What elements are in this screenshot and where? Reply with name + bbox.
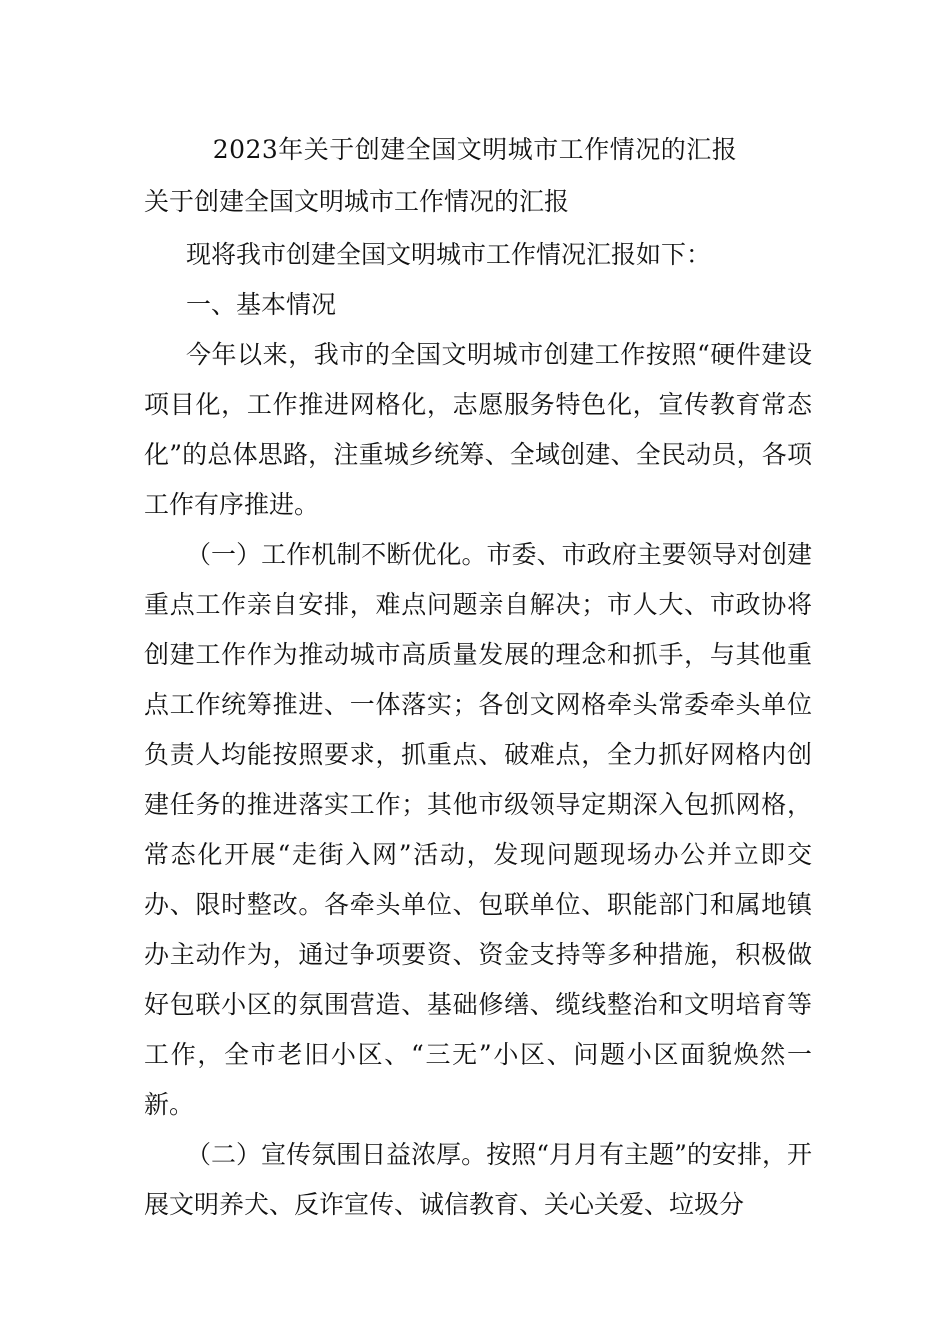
document-body (144, 230, 812, 1230)
section-heading: 一、基本情况 (186, 290, 337, 319)
intro-paragraph: 现将我市创建全国文明城市工作情况汇报如下： (186, 240, 712, 269)
document-subtitle: 关于创建全国文明城市工作情况的汇报 (144, 187, 570, 216)
paragraph-overview: 今年以来，我市的全国文明城市创建工作按照“硬件建设项目化，工作推进网格化，志愿服务特色化，宣传教育常态化”的总体思路，注重城乡统筹、全域创建、全民动员，各项工作有序推进。 (144, 340, 812, 519)
paragraph-mechanism: （一）工作机制不断优化。市委、市政府主要领导对创建重点工作亲自安排，难点问题亲自解决；市人大、市政协将创建工作作为推动城市高质量发展的理念和抓手，与其他重点工作统筹推进、一体落实；各创文网格牵头常委牵头单位负责人均能按照要求，抓重点、破难点，全力抓好网格内创建任务的推进落实工作；其他市级领导定期深入包抓网格，常态化开展“走街入网”活动，发现问题现场办公并立即交办、限时整改。各牵头单位、包联单位、职能部门和属地镇办主动作为，通过争项要资、资金支持等多种措施，积极做好包联小区的氛围营造、基础修缮、缆线整治和文明培育等工作，全市老旧小区、“三无”小区、问题小区面貌焕然一新。 (144, 540, 812, 1119)
paragraph-publicity: （二）宣传氛围日益浓厚。按照“月月有主题”的安排，开展文明养犬、反诈宣传、诚信教育、关心关爱、垃圾分 (144, 1140, 812, 1219)
document-title: 2023年关于创建全国文明城市工作情况的汇报 (212, 135, 738, 164)
